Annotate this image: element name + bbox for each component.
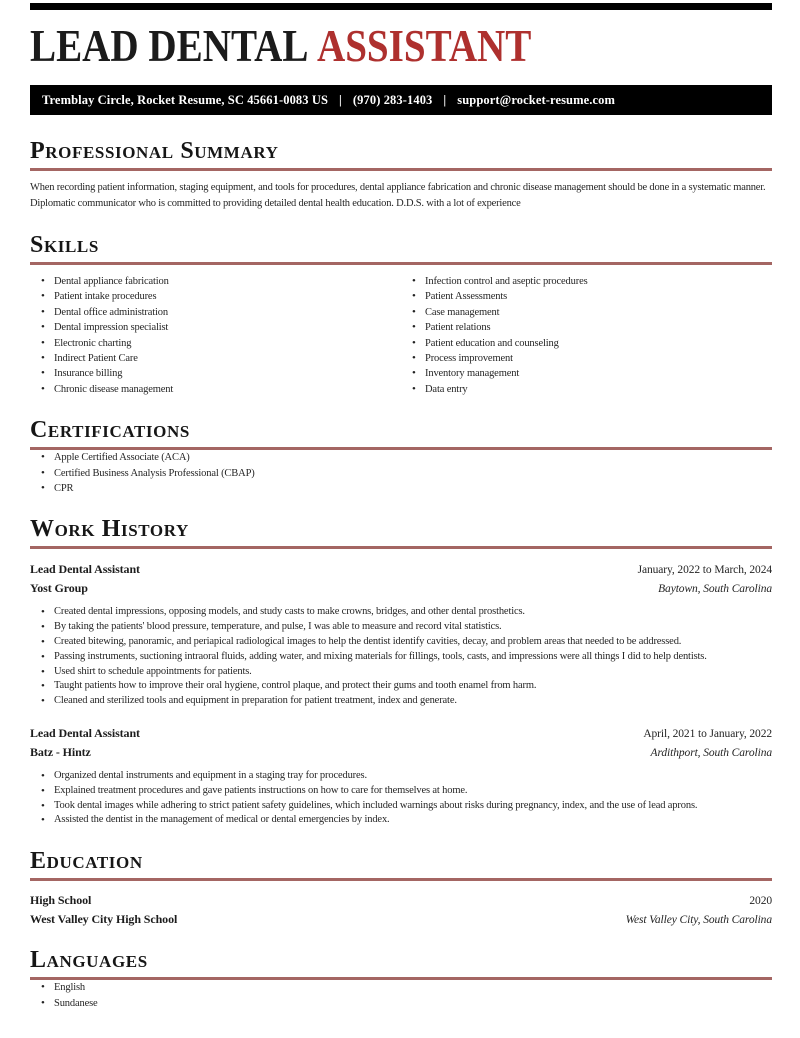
section-languages: [30, 948, 772, 1011]
skills-list-left: [30, 274, 401, 397]
job-duty-item: • Took dental images while adhering to strict patient safety guidelines, which included warnings about risks during pregnancy, index, and the use of lead aprons.: [54, 799, 772, 814]
section-divider: [30, 546, 772, 549]
skill-item: • Patient relations: [425, 320, 772, 335]
certification-item: • Certified Business Analysis Professional (CBAP): [54, 466, 772, 481]
section-divider: [30, 168, 772, 171]
contact-address: Tremblay Circle, Rocket Resume, SC 45661-0083 US: [42, 92, 329, 107]
job-duty-item: • Created dental impressions, opposing models, and study casts to make crowns, bridges, and other dental prosthetics.: [54, 605, 772, 620]
job-duty-item: • Used shirt to schedule appointments for patients.: [54, 665, 772, 680]
contact-phone: (970) 283-1403: [352, 92, 433, 107]
job-title: Lead Dental Assistant: [30, 726, 140, 741]
professional-summary-text: When recording patient information, staging equipment, and tools for procedures, dental appliance fabrication and chronic disease management should be done in a systematic manner. Diplomatic communicator who is committed to providing detailed dental health education. D.D.S. with a lot of experience: [30, 182, 766, 209]
education-degree-row: [30, 893, 772, 908]
skill-item: • Case management: [425, 305, 772, 320]
job-duty-item: • Explained treatment procedures and gave patients instructions on how to care for themselves at home.: [54, 784, 772, 799]
language-item: • English: [54, 980, 772, 995]
job-dates: January, 2022 to March, 2024: [637, 564, 772, 577]
skill-item: • Indirect Patient Care: [54, 351, 401, 366]
section-skills: [30, 233, 772, 397]
section-heading-work-history: Work History: [30, 516, 189, 543]
job-company: Yost Group: [30, 581, 88, 596]
language-item: • Sundanese: [54, 996, 772, 1011]
contact-separator: |: [339, 92, 342, 107]
contact-separator: |: [443, 92, 447, 107]
education-school: West Valley City High School: [30, 912, 178, 927]
section-heading-certifications: Certifications: [30, 417, 190, 444]
job-company-row: [30, 745, 772, 760]
job-location: Baytown, South Carolina: [658, 583, 772, 596]
page-title-accent: ASSISTANT: [316, 20, 532, 71]
job-title-row: [30, 562, 772, 577]
job-duties-list: [30, 769, 772, 828]
page-title: [30, 20, 661, 71]
section-heading-skills: Skills: [30, 232, 99, 258]
section-certifications: [30, 418, 772, 496]
skill-item: • Patient Assessments: [425, 289, 772, 304]
job-location: Ardithport, South Carolina: [650, 747, 772, 760]
skill-item: • Data entry: [425, 382, 772, 397]
top-divider-bar: [30, 3, 772, 10]
work-history-entry: [30, 726, 772, 828]
section-divider: [30, 878, 772, 881]
job-duty-item: • Taught patients how to improve their oral hygiene, control plaque, and protect their gums and tooth enamel from harm.: [54, 679, 772, 694]
job-duty-item: • Created bitewing, panoramic, and periapical radiological images to help the dentist identify cavities, decay, and problem areas that needed to be addressed.: [54, 635, 772, 650]
education-location: West Valley City, South Carolina: [625, 914, 772, 927]
skills-column-right: [401, 274, 772, 397]
skill-item: • Electronic charting: [54, 336, 401, 351]
contact-email: support@rocket-resume.com: [457, 92, 616, 107]
education-degree: High School: [30, 893, 92, 908]
skill-item: • Dental appliance fabrication: [54, 274, 401, 289]
languages-list: [30, 980, 772, 1011]
skill-item: • Inventory management: [425, 366, 772, 381]
page-title-primary: LEAD DENTAL: [30, 20, 309, 71]
job-duty-item: • Organized dental instruments and equipment in a staging tray for procedures.: [54, 769, 772, 784]
job-duty-item: • By taking the patients' blood pressure, temperature, and pulse, I was able to measure and record vital statistics.: [54, 620, 772, 635]
skill-item: • Dental office administration: [54, 305, 401, 320]
skills-list-right: [401, 274, 772, 397]
job-duty-item: • Cleaned and sterilized tools and equipment in preparation for patient treatment, index and generate.: [54, 694, 772, 709]
skill-item: • Dental impression specialist: [54, 320, 401, 335]
section-heading-languages: Languages: [30, 947, 148, 974]
contact-bar: [30, 85, 772, 115]
job-duties-list: [30, 605, 772, 709]
section-education: [30, 849, 772, 927]
skills-columns: [30, 274, 772, 397]
job-dates: April, 2021 to January, 2022: [643, 728, 772, 741]
skill-item: • Process improvement: [425, 351, 772, 366]
job-title-row: [30, 726, 772, 741]
work-history-entry: [30, 562, 772, 709]
education-year: 2020: [749, 895, 772, 908]
job-title: Lead Dental Assistant: [30, 562, 140, 577]
job-company-row: [30, 581, 772, 596]
certifications-list: [30, 450, 772, 496]
resume-page: [0, 3, 800, 1031]
skill-item: • Insurance billing: [54, 366, 401, 381]
job-duty-item: • Passing instruments, suctioning intraoral fluids, adding water, and mixing materials for fillings, tools, casts, and impressions were all things I did to help dentists.: [54, 650, 772, 665]
education-school-row: [30, 912, 772, 927]
certification-item: • Apple Certified Associate (ACA): [54, 450, 772, 465]
skills-column-left: [30, 274, 401, 397]
section-divider: [30, 262, 772, 265]
skill-item: • Infection control and aseptic procedures: [425, 274, 772, 289]
section-work-history: [30, 517, 772, 828]
certification-item: • CPR: [54, 481, 772, 496]
skill-item: • Patient education and counseling: [425, 336, 772, 351]
section-professional-summary: [30, 139, 772, 212]
skill-item: • Patient intake procedures: [54, 289, 401, 304]
skill-item: • Chronic disease management: [54, 382, 401, 397]
job-duty-item: • Assisted the dentist in the management of medical or dental emergencies by index.: [54, 813, 772, 828]
job-company: Batz - Hintz: [30, 745, 91, 760]
section-heading-professional-summary: Professional Summary: [30, 138, 279, 164]
education-entry: [30, 893, 772, 927]
section-heading-education: Education: [30, 848, 143, 875]
